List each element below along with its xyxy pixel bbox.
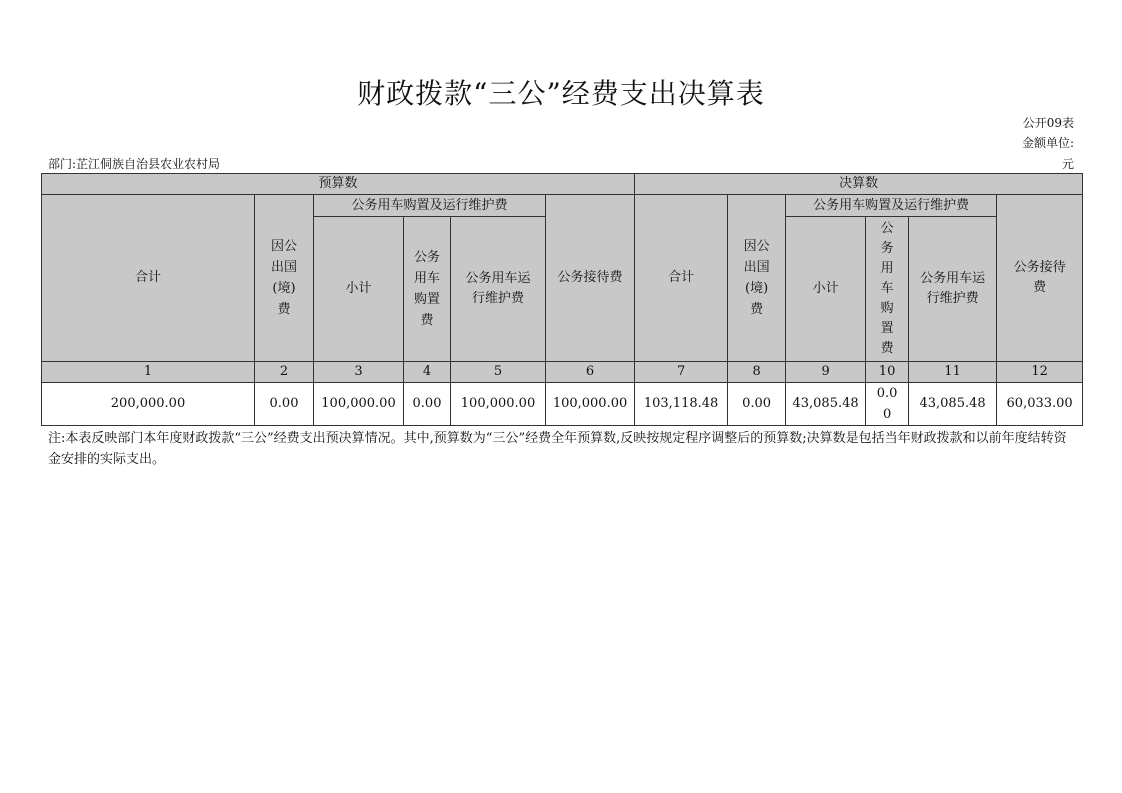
budget-group-header: 预算数 bbox=[42, 174, 635, 195]
unit-label: 金额单位: bbox=[1021, 136, 1074, 150]
form-number: 公开09表 bbox=[1022, 116, 1074, 130]
value-budget-total: 200,000.00 bbox=[42, 383, 255, 426]
final-abroad-header: 因公出国(境)费 bbox=[728, 195, 786, 362]
final-vehicle-purchase-header: 公务用车购置费 bbox=[866, 217, 909, 362]
value-budget-reception: 100,000.00 bbox=[546, 383, 635, 426]
budget-vehicle-group-header: 公务用车购置及运行维护费 bbox=[314, 195, 546, 217]
value-final-vehicle-run: 43,085.48 bbox=[909, 383, 997, 426]
col-number: 1 bbox=[42, 362, 255, 383]
final-reception-header: 公务接待费 bbox=[997, 195, 1083, 362]
value-final-subtotal: 43,085.48 bbox=[786, 383, 866, 426]
col-number: 12 bbox=[997, 362, 1083, 383]
value-budget-vehicle-purchase: 0.00 bbox=[404, 383, 451, 426]
final-subtotal-header: 小计 bbox=[786, 217, 866, 362]
budget-total-header: 合计 bbox=[42, 195, 255, 362]
col-number: 7 bbox=[635, 362, 728, 383]
col-number: 11 bbox=[909, 362, 997, 383]
col-number: 6 bbox=[546, 362, 635, 383]
budget-vehicle-purchase-header: 公务用车购置费 bbox=[404, 217, 451, 362]
final-total-header: 合计 bbox=[635, 195, 728, 362]
final-vehicle-group-header: 公务用车购置及运行维护费 bbox=[786, 195, 997, 217]
value-final-reception: 60,033.00 bbox=[997, 383, 1083, 426]
value-budget-subtotal: 100,000.00 bbox=[314, 383, 404, 426]
col-number: 2 bbox=[255, 362, 314, 383]
three-public-expense-table bbox=[41, 173, 1083, 426]
col-number: 8 bbox=[728, 362, 786, 383]
final-vehicle-run-header: 公务用车运行维护费 bbox=[909, 217, 997, 362]
department-label: 部门:芷江侗族自治县农业农村局 bbox=[48, 157, 221, 171]
budget-abroad-header: 因公出国(境)费 bbox=[255, 195, 314, 362]
col-number: 4 bbox=[404, 362, 451, 383]
value-final-vehicle-purchase: 0.00 bbox=[866, 383, 909, 426]
budget-vehicle-run-header: 公务用车运行维护费 bbox=[451, 217, 546, 362]
page-title: 财政拨款“三公”经费支出决算表 bbox=[357, 77, 765, 110]
col-number: 9 bbox=[786, 362, 866, 383]
budget-subtotal-header: 小计 bbox=[314, 217, 404, 362]
value-budget-vehicle-run: 100,000.00 bbox=[451, 383, 546, 426]
footnote: 注:本表反映部门本年度财政拨款“三公”经费支出预决算情况。其中,预算数为“三公”经费全年预算数,反映按规定程序调整后的预算数;决算数是包括当年财政拨款和以前年度结转资金安排的实际支出。 bbox=[48, 431, 1067, 467]
value-budget-abroad: 0.00 bbox=[255, 383, 314, 426]
col-number: 5 bbox=[451, 362, 546, 383]
col-number: 10 bbox=[866, 362, 909, 383]
value-final-total: 103,118.48 bbox=[635, 383, 728, 426]
col-number: 3 bbox=[314, 362, 404, 383]
value-final-abroad: 0.00 bbox=[728, 383, 786, 426]
final-group-header: 决算数 bbox=[635, 174, 1083, 195]
budget-reception-header: 公务接待费 bbox=[546, 195, 635, 362]
unit-value: 元 bbox=[1061, 157, 1074, 171]
